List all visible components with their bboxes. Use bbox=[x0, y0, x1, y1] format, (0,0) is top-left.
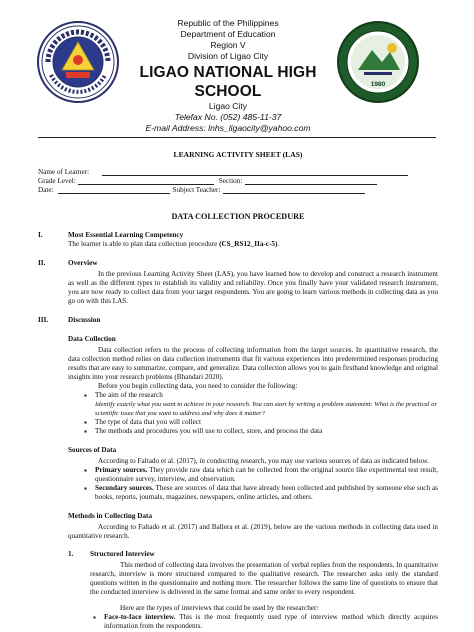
list-item: ▪ Face-to-face interview. This is the most frequently used type of interview method which directly acquires information from the respondents. bbox=[104, 613, 438, 631]
list-item: ▪ The methods and procedures you will use to collect, store, and process the data bbox=[95, 427, 438, 436]
grade-label: Grade Level: bbox=[38, 177, 76, 185]
division-line: Division of Ligao City bbox=[187, 51, 269, 61]
section-title: Overview bbox=[68, 259, 98, 267]
seal-year: 1980 bbox=[370, 81, 386, 88]
name-label: Name of Learner: bbox=[38, 168, 90, 176]
structured-interview-heading: 1. Structured Interview bbox=[68, 550, 155, 558]
structured-interview-paragraph: This method of collecting data involves the presentation of verbal replies from the respondents. In quantitative research, interview is more structured compared to the qualitative research. The researcher asks only the standard questions written in the questionnaire and nothing more. The researcher follows the same line of questions to ensure that the conducted interview is delivered in the same format and same order to every respondent. bbox=[90, 561, 438, 596]
teacher-label: Subject Teacher: bbox=[172, 186, 221, 194]
email-line: E-mail Address: lnhs_ligaocity@yahoo.com bbox=[145, 123, 311, 133]
list-item: ▪ The type of data that you will collect bbox=[95, 418, 438, 427]
data-collection-paragraph: Data collection refers to the process of collecting information from the target sources. In quantitative research, the data collection method relies on data collection instruments that fit various experiences into predetermined responses producing results that are easy to summarize, compare, and generalize. Data collection allows you to gain firsthand knowledge and original insights into your research problems (Bhandari 2020). bbox=[68, 346, 438, 381]
date-label: Date: bbox=[38, 186, 54, 194]
list-item: ▪ The aim of the research Identify exactly what you want to achieve in your research. You can start by writing a problem statement: What is the practical or scientific issue that you want to address and why does it matter? bbox=[95, 391, 438, 418]
deped-seal-icon bbox=[36, 20, 120, 104]
school-name: LIGAO NATIONAL HIGH SCHOOL bbox=[139, 64, 317, 100]
considerations-list bbox=[38, 391, 438, 436]
date-input-line[interactable] bbox=[58, 186, 170, 194]
telefax-line: Telefax No. (052) 485-11-37 bbox=[174, 112, 282, 122]
letterhead-text bbox=[118, 18, 338, 134]
learner-form bbox=[38, 168, 438, 195]
section-number: II. bbox=[38, 259, 46, 267]
competency-text: The learner is able to plan data collection procedure bbox=[68, 240, 220, 248]
methods-paragraph: According to Faltado et al. (2017) and Ballera et al. (2019), below are the various methods in collecting data used in quantitative research. bbox=[68, 523, 438, 540]
section-discussion bbox=[38, 316, 438, 631]
section-input-line[interactable] bbox=[245, 177, 377, 185]
grade-input-line[interactable] bbox=[78, 177, 214, 185]
section-number: I. bbox=[38, 231, 43, 239]
sources-heading: Sources of Data bbox=[68, 446, 117, 454]
competency-end: . bbox=[277, 240, 280, 248]
section-overview bbox=[38, 259, 438, 306]
document-body bbox=[38, 150, 438, 631]
overview-text: In the previous Learning Activity Sheet (LAS), you have learned how to develop and construct a research instrument as well as the different types to establish its validity and reliability. Once you finally have your validated research instrument, you are now ready to collect data from your target respondents. You are going to learn various methods in collecting data as you go on with this LAS. bbox=[68, 270, 438, 305]
data-collection-intro: Before you begin collecting data, you need to consider the following: bbox=[98, 382, 298, 390]
section-competency bbox=[38, 231, 438, 249]
section-label: Section: bbox=[218, 177, 243, 185]
teacher-input-line[interactable] bbox=[223, 186, 365, 194]
section-number: III. bbox=[38, 316, 49, 324]
department-line: Department of Education bbox=[180, 29, 276, 39]
header-divider bbox=[38, 137, 436, 138]
region-line: Region V bbox=[210, 40, 246, 50]
data-collection-heading: Data Collection bbox=[68, 335, 116, 343]
name-input-line[interactable] bbox=[102, 168, 408, 176]
list-item: ▪ Primary sources. They provide raw data which can be collected from the original source like experimental test result, questionnaire survey, interview, and observation. bbox=[95, 466, 438, 484]
interview-types-list bbox=[38, 613, 438, 631]
list-item: ▪ Secondary sources. These are sources of data that have already been collected and published by someone else such as books, reports, journals, magazines, newspapers, online articles, and others. bbox=[95, 484, 438, 502]
sources-list bbox=[38, 466, 438, 502]
city-line: Ligao City bbox=[208, 101, 248, 111]
competency-code: (CS_RS12_IIa-c-5) bbox=[219, 240, 278, 248]
school-seal-icon bbox=[336, 20, 420, 104]
methods-heading: Methods in Collecting Data bbox=[68, 512, 153, 520]
section-title: Discussion bbox=[68, 316, 101, 324]
sources-paragraph: According to Faltado et al. (2017), in conducting research, you may use various sources of data as indicated below. bbox=[98, 457, 429, 465]
sheet-title: LEARNING ACTIVITY SHEET (LAS) bbox=[173, 150, 303, 159]
republic-line: Republic of the Philippines bbox=[177, 18, 279, 28]
section-title: Most Essential Learning Competency bbox=[68, 231, 184, 239]
letterhead bbox=[0, 0, 474, 140]
procedure-title: DATA COLLECTION PROCEDURE bbox=[171, 212, 305, 221]
interview-types-intro: Here are the types of interviews that could be used by the researcher: bbox=[120, 604, 319, 612]
aim-note: Identify exactly what you want to achieve in your research. You can start by writing a problem statement: What is the practical or scientific issue that you want to address and why does it matter? bbox=[95, 401, 438, 417]
